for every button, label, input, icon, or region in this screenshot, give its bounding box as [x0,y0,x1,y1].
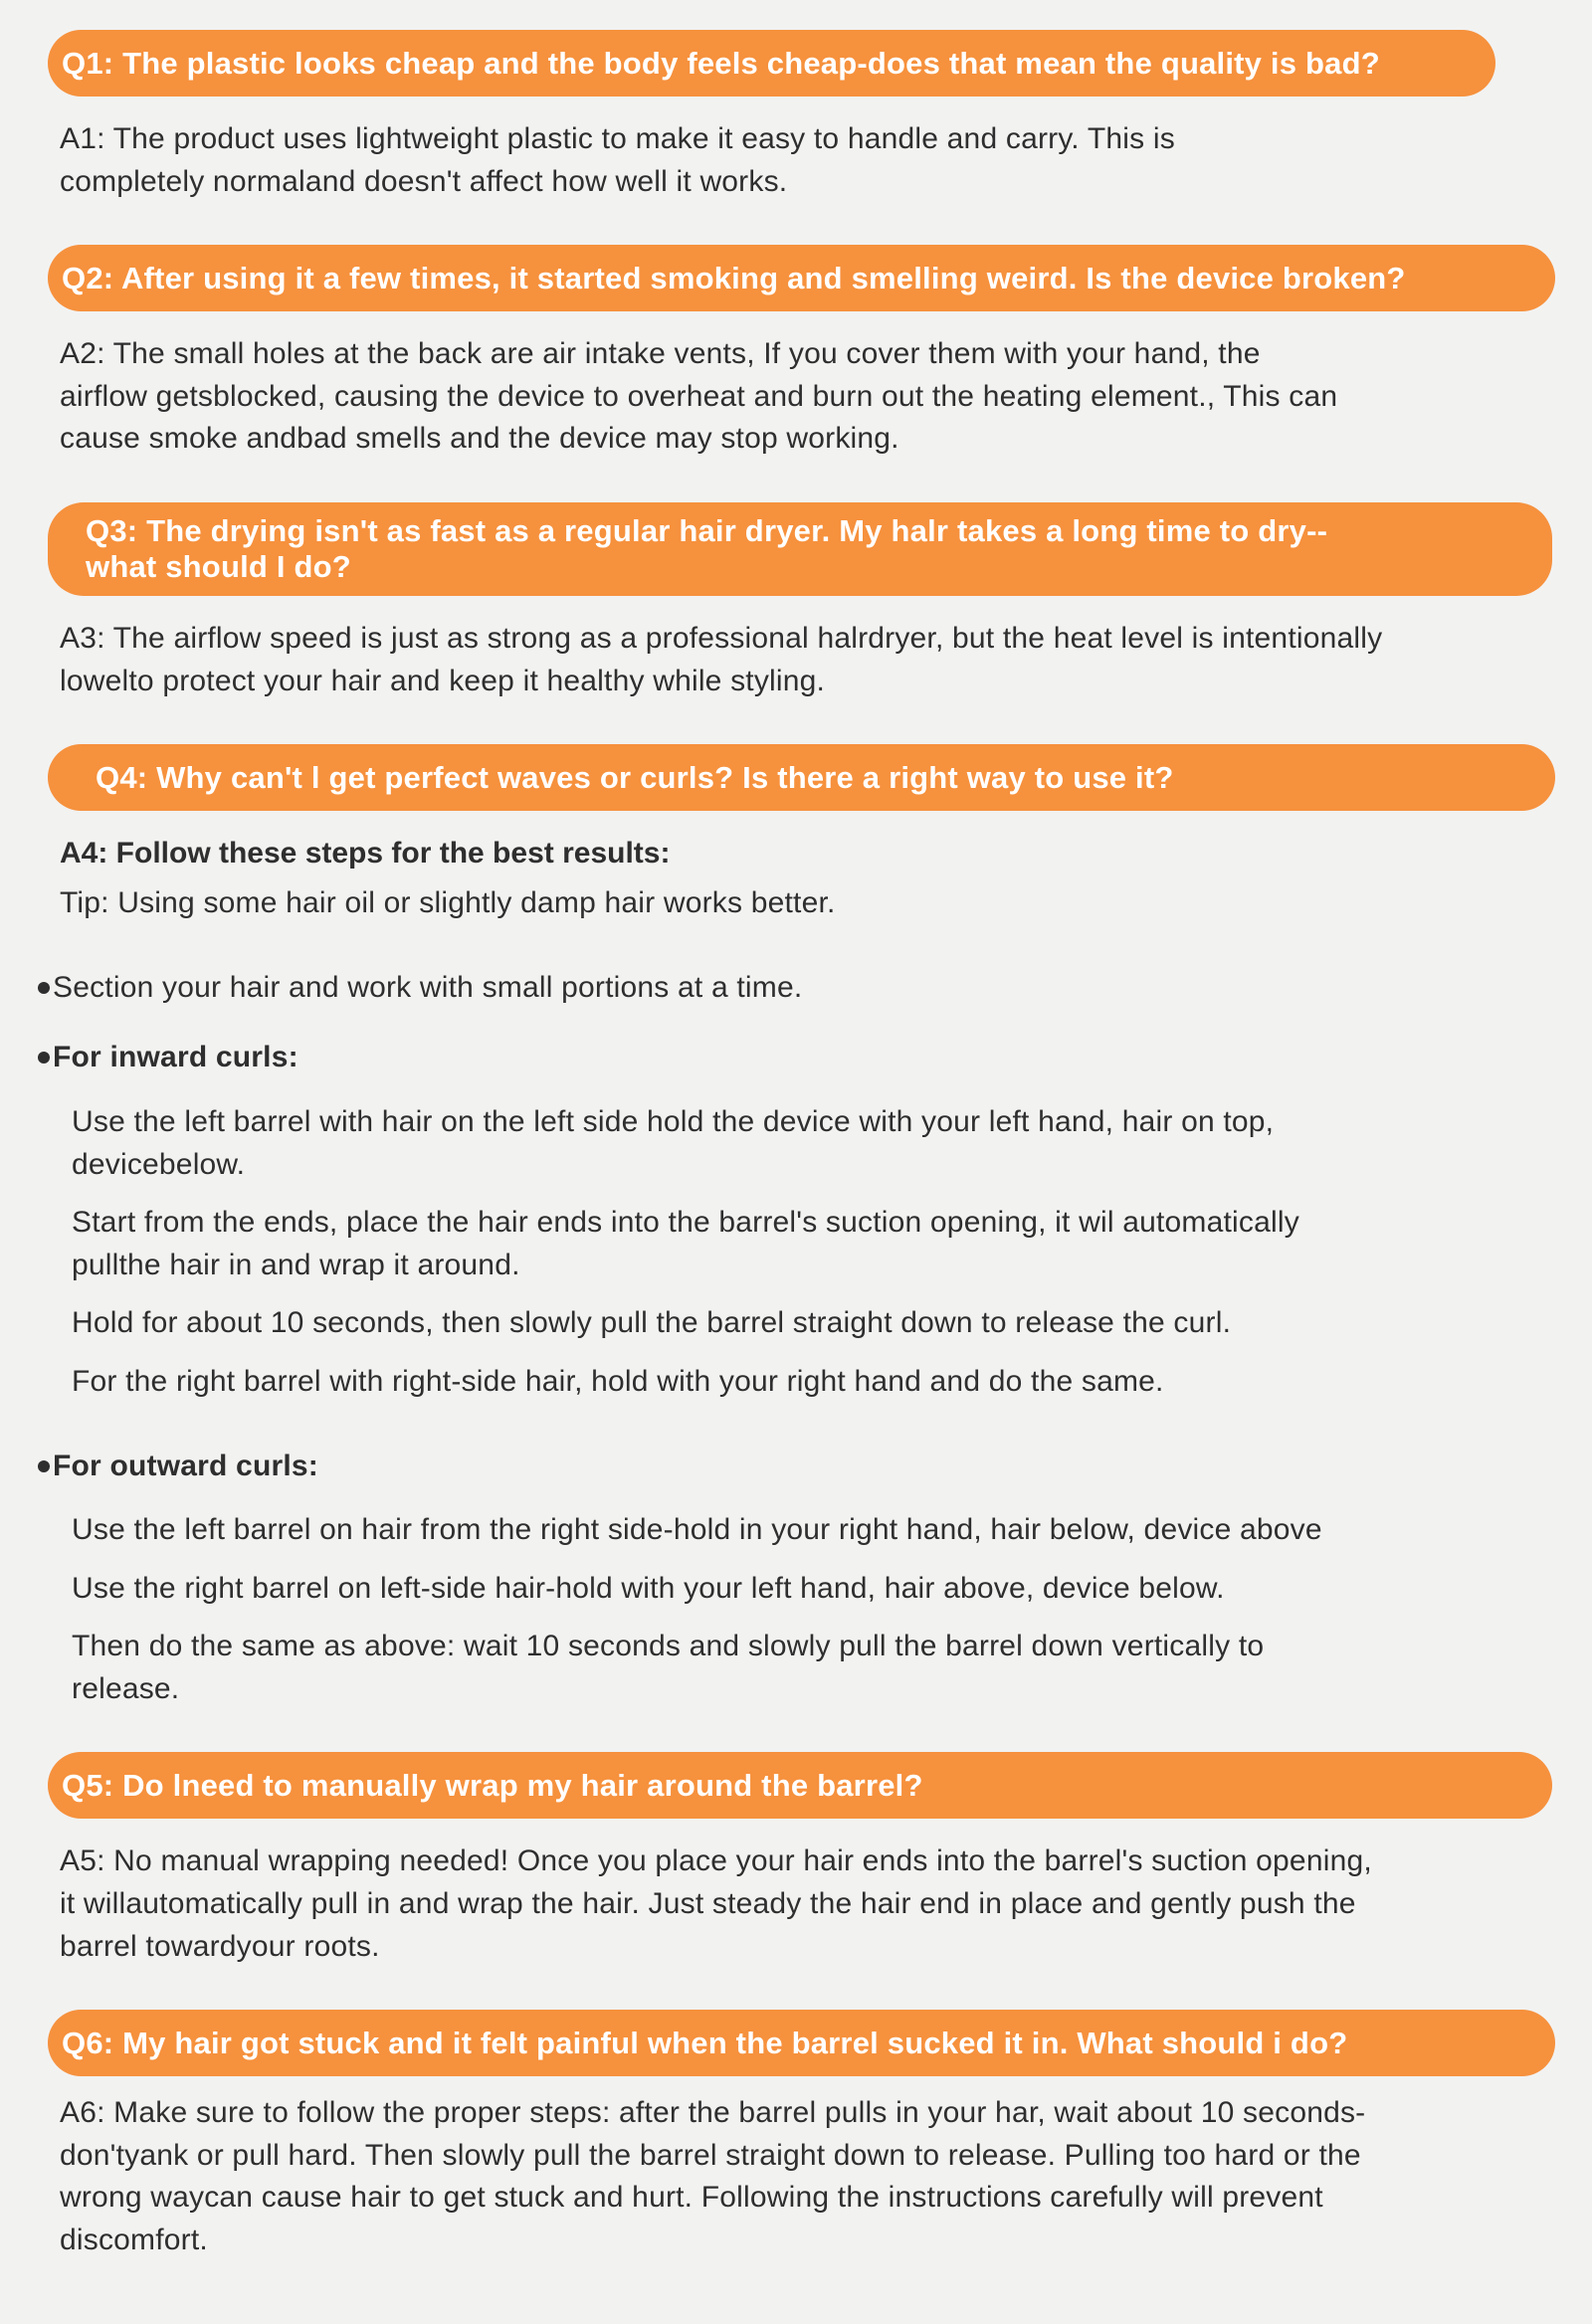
question-text-1: Q1: The plastic looks cheap and the body feels cheap-does that mean the quality is bad? [62,45,1380,81]
bullet-item-inward-curls [38,1037,1552,1079]
question-text-4: Q4: Why can't l get perfect waves or curls? Is there a right way to use it? [96,759,1174,795]
question-pill-5 [48,1752,1552,1819]
answer-heading-4: A4: Follow these steps for the best results: [60,837,671,871]
bullet-item-outward-curls [38,1446,1552,1488]
question-text-5: Q5: Do lneed to manually wrap my hair around the barrel? [62,1768,923,1804]
answer-text-3: A3: The airflow speed is just as strong as a professional halrdryer, but the heat level is intentionally lowelto protect your hair and keep it healthy while styling. [60,621,1383,697]
bullet-text-section-hair: Section your hair and work with small portions at a time. [53,970,803,1004]
question-pill-6 [48,2010,1555,2076]
question-text-6: Q6: My hair got stuck and it felt painful when the barrel sucked it in. What should i do? [62,2025,1348,2060]
faq-item-1 [0,30,1552,203]
question-pill-4 [48,744,1555,811]
question-text-3: Q3: The drying isn't as fast as a regular hair dryer. My halr takes a long time to dry--what should I do? [86,513,1328,584]
inward-step-1: Use the left barrel with hair on the left side hold the device with your left hand, hair on top, devicebelow. [72,1104,1275,1181]
question-pill-1 [48,30,1495,97]
question-pill-3 [48,502,1552,596]
inward-step-4: For the right barrel with right-side hair, hold with your right hand and do the same. [72,1364,1164,1398]
bullet-item-section-hair [38,967,1552,1010]
question-text-2: Q2: After using it a few times, it started smoking and smelling weird. Is the device broken? [62,260,1406,295]
answer-text-1: A1: The product uses lightweight plastic to make it easy to handle and carry. This is completely normaland doesn't affect how well it works. [60,122,1175,198]
outward-step-1: Use the left barrel on hair from the right side-hold in your right hand, hair below, device above [72,1513,1322,1547]
bullet-text-outward-curls: For outward curls: [53,1449,318,1482]
bullet-icon [38,982,50,994]
bullet-icon [38,1052,50,1064]
outward-step-3: Then do the same as above: wait 10 seconds and slowly pull the barrel down vertically to release. [72,1630,1265,1705]
answer-tip-4: Tip: Using some hair oil or slightly damp hair works better. [60,886,836,920]
answer-text-6: A6: Make sure to follow the proper steps: after the barrel pulls in your har, wait about 10 seconds-don'tyank or pull hard. Then slowly pull the barrel straight down to release. Pulling too hard or the wrong waycan cause hair to get stuck and hurt. Following the instructions carefully will prevent discomfort. [60,2096,1366,2257]
question-pill-2 [48,245,1555,311]
bullet-icon [38,1460,50,1472]
faq-item-2 [0,245,1552,461]
inward-step-2: Start from the ends, place the hair ends into the barrel's suction opening, it wil automatically pullthe hair in and wrap it around. [72,1206,1299,1281]
answer-text-2: A2: The small holes at the back are air intake vents, If you cover them with your hand, the airflow getsblocked, causing the device to overheat and burn out the heating element., This can cause smoke andbad smells and the device may stop working. [60,337,1338,456]
answer-text-5: A5: No manual wrapping needed! Once you place your hair ends into the barrel's suction opening, it willautomatically pull in and wrap the hair. Just steady the hair end in place and gently push the barrel towardyour roots. [60,1844,1372,1963]
outward-step-2: Use the right barrel on left-side hair-hold with your left hand, hair above, device below. [72,1571,1225,1605]
inward-step-3: Hold for about 10 seconds, then slowly pull the barrel straight down to release the curl. [72,1306,1232,1340]
bullet-text-inward-curls: For inward curls: [53,1041,298,1074]
faq-item-3 [0,502,1552,702]
faq-item-5 [0,1752,1552,1968]
faq-item-4 [0,744,1552,1710]
faq-item-6 [0,2010,1552,2261]
